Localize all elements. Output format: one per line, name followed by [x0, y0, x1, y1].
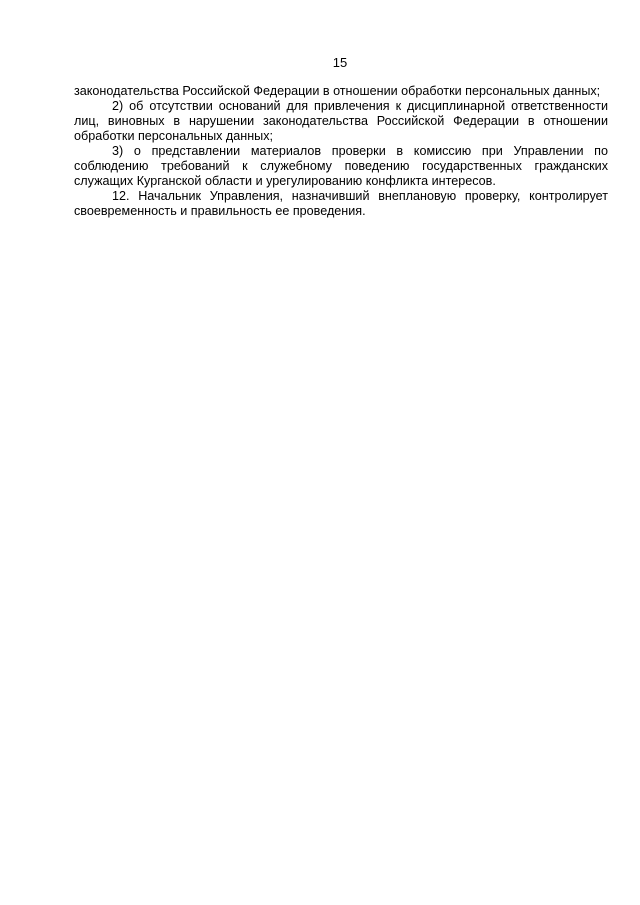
page-number: 15	[332, 55, 348, 70]
paragraph-clause-12: 12. Начальник Управления, назначивший внеплановую проверку, контролирует своевременность и правильность ее проведения.	[74, 189, 608, 218]
document-body	[74, 84, 608, 219]
paragraph-item-3: 3) о представлении материалов проверки в комиссию при Управлении по соблюдению требований к служебному поведению государственных гражданских служащих Курганской области и урегулированию конфликта интересов.	[74, 144, 608, 188]
paragraph-continuation: законодательства Российской Федерации в отношении обработки персональных данных;	[74, 84, 601, 98]
paragraph-item-2: 2) об отсутствии оснований для привлечения к дисциплинарной ответственности лиц, виновных в нарушении законодательства Российской Федерации в отношении обработки персональных данных;	[74, 99, 608, 143]
